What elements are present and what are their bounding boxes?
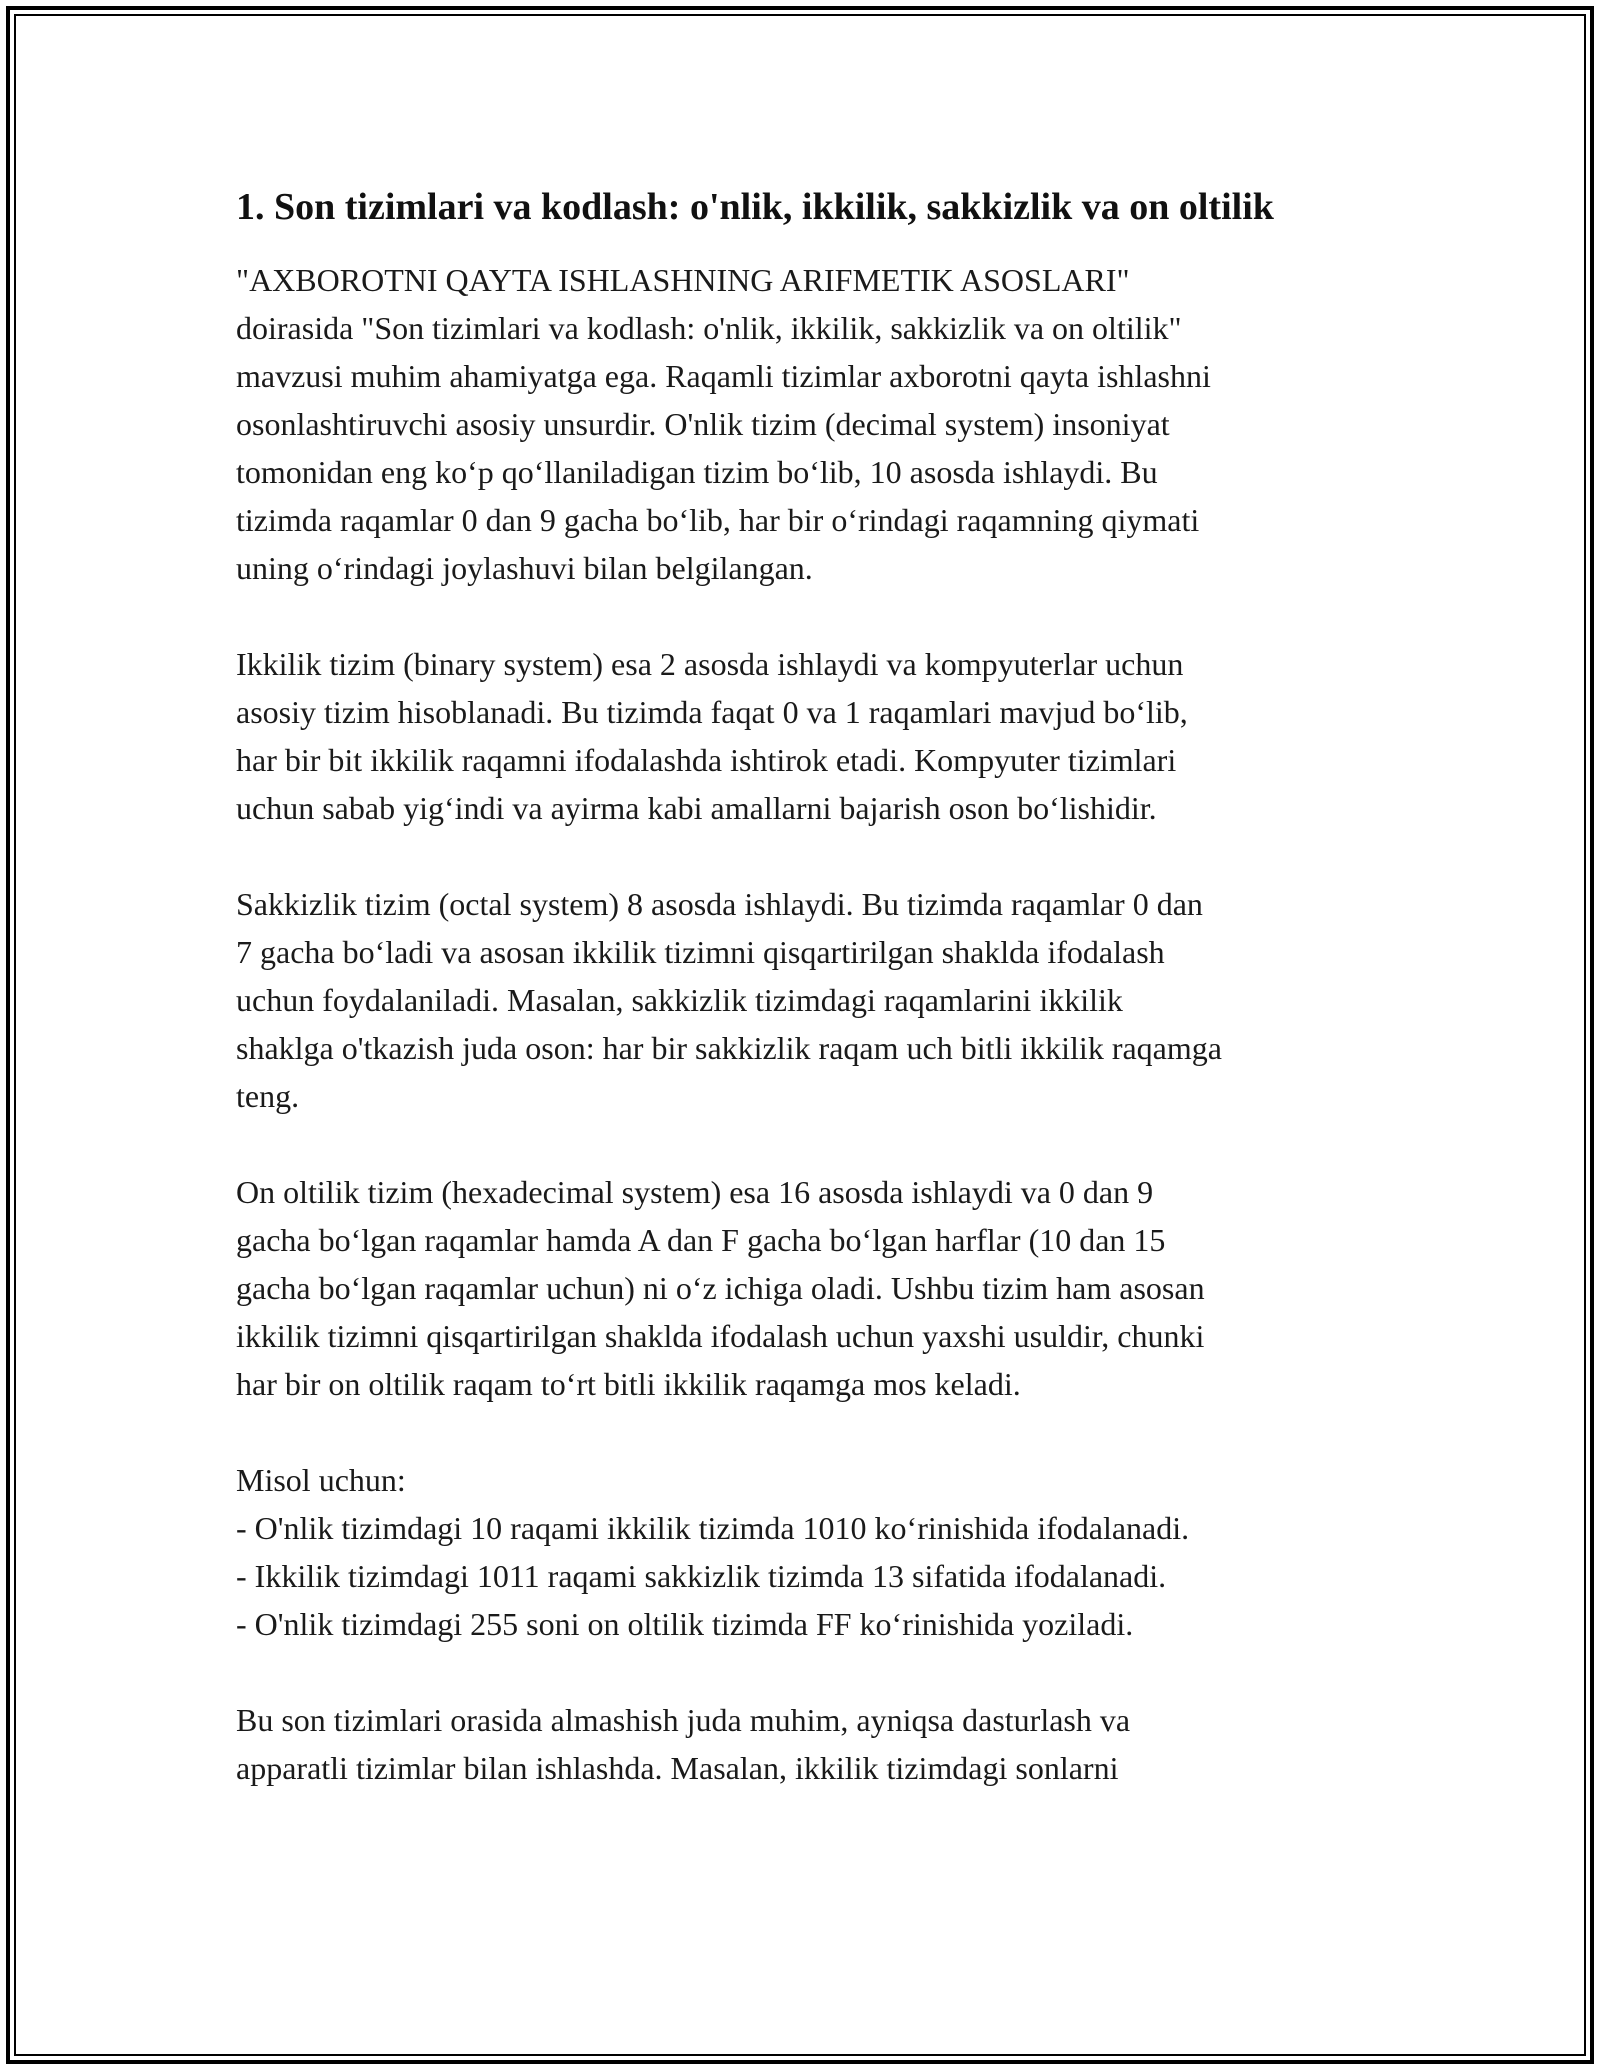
- section-title: 1. Son tizimlari va kodlash: o'nlik, ikkilik, sakkizlik va on oltilik: [236, 186, 1274, 228]
- examples-intro: Misol uchun:: [236, 1462, 406, 1498]
- example-item: - Ikkilik tizimdagi 1011 raqami sakkizlik tizimda 13 sifatida ifodalanadi.: [236, 1558, 1167, 1594]
- paragraph-octal: Sakkizlik tizim (octal system) 8 asosda ishlaydi. Bu tizimda raqamlar 0 dan 7 gacha boʻladi va asosan ikkilik tizimni qisqartirilgan shaklda ifodalash uchun foydalaniladi. Masalan, sakkizlik tizimdagi raqamlarini ikkilik shaklga o'tkazish juda oson: har bir sakkizlik raqam uch bitli ikkilik raqamga teng.: [236, 886, 1222, 1114]
- paragraph-intro: "AXBOROTNI QAYTA ISHLASHNING ARIFMETIK ASOSLARI" doirasida "Son tizimlari va kodlash: o'nlik, ikkilik, sakkizlik va on oltilik" mavzusi muhim ahamiyatga ega. Raqamli tizimlar axborotni qayta ishlashni osonlashtiruvchi asosiy unsurdir. O'nlik tizim (decimal system) insoniyat tomonidan eng koʻp qoʻllaniladigan tizim boʻlib, 10 asosda ishlaydi. Bu tizimda raqamlar 0 dan 9 gacha boʻlib, har bir oʻrindagi raqamning qiymati uning oʻrindagi joylashuvi bilan belgilangan.: [236, 262, 1211, 586]
- document-body: [236, 180, 1386, 1840]
- examples-list: [236, 1456, 1386, 1648]
- example-item: - O'nlik tizimdagi 10 raqami ikkilik tizimda 1010 koʻrinishida ifodalanadi.: [236, 1510, 1190, 1546]
- paragraph-hexadecimal: On oltilik tizim (hexadecimal system) esa 16 asosda ishlaydi va 0 dan 9 gacha boʻlgan raqamlar hamda A dan F gacha boʻlgan harflar (10 dan 15 gacha boʻlgan raqamlar uchun) ni oʻz ichiga oladi. Ushbu tizim ham asosan ikkilik tizimni qisqartirilgan shaklda ifodalash uchun yaxshi usuldir, chunki har bir on oltilik raqam toʻrt bitli ikkilik raqamga mos keladi.: [236, 1174, 1205, 1402]
- paragraph-binary: Ikkilik tizim (binary system) esa 2 asosda ishlaydi va kompyuterlar uchun asosiy tizim hisoblanadi. Bu tizimda faqat 0 va 1 raqamlari mavjud boʻlib, har bir bit ikkilik raqamni ifodalashda ishtirok etadi. Kompyuter tizimlari uchun sabab yigʻindi va ayirma kabi amallarni bajarish oson boʻlishidir.: [236, 646, 1188, 826]
- example-item: - O'nlik tizimdagi 255 soni on oltilik tizimda FF koʻrinishida yoziladi.: [236, 1606, 1134, 1642]
- paragraph-closing: Bu son tizimlari orasida almashish juda muhim, ayniqsa dasturlash va apparatli tizimlar bilan ishlashda. Masalan, ikkilik tizimdagi sonlarni: [236, 1702, 1131, 1786]
